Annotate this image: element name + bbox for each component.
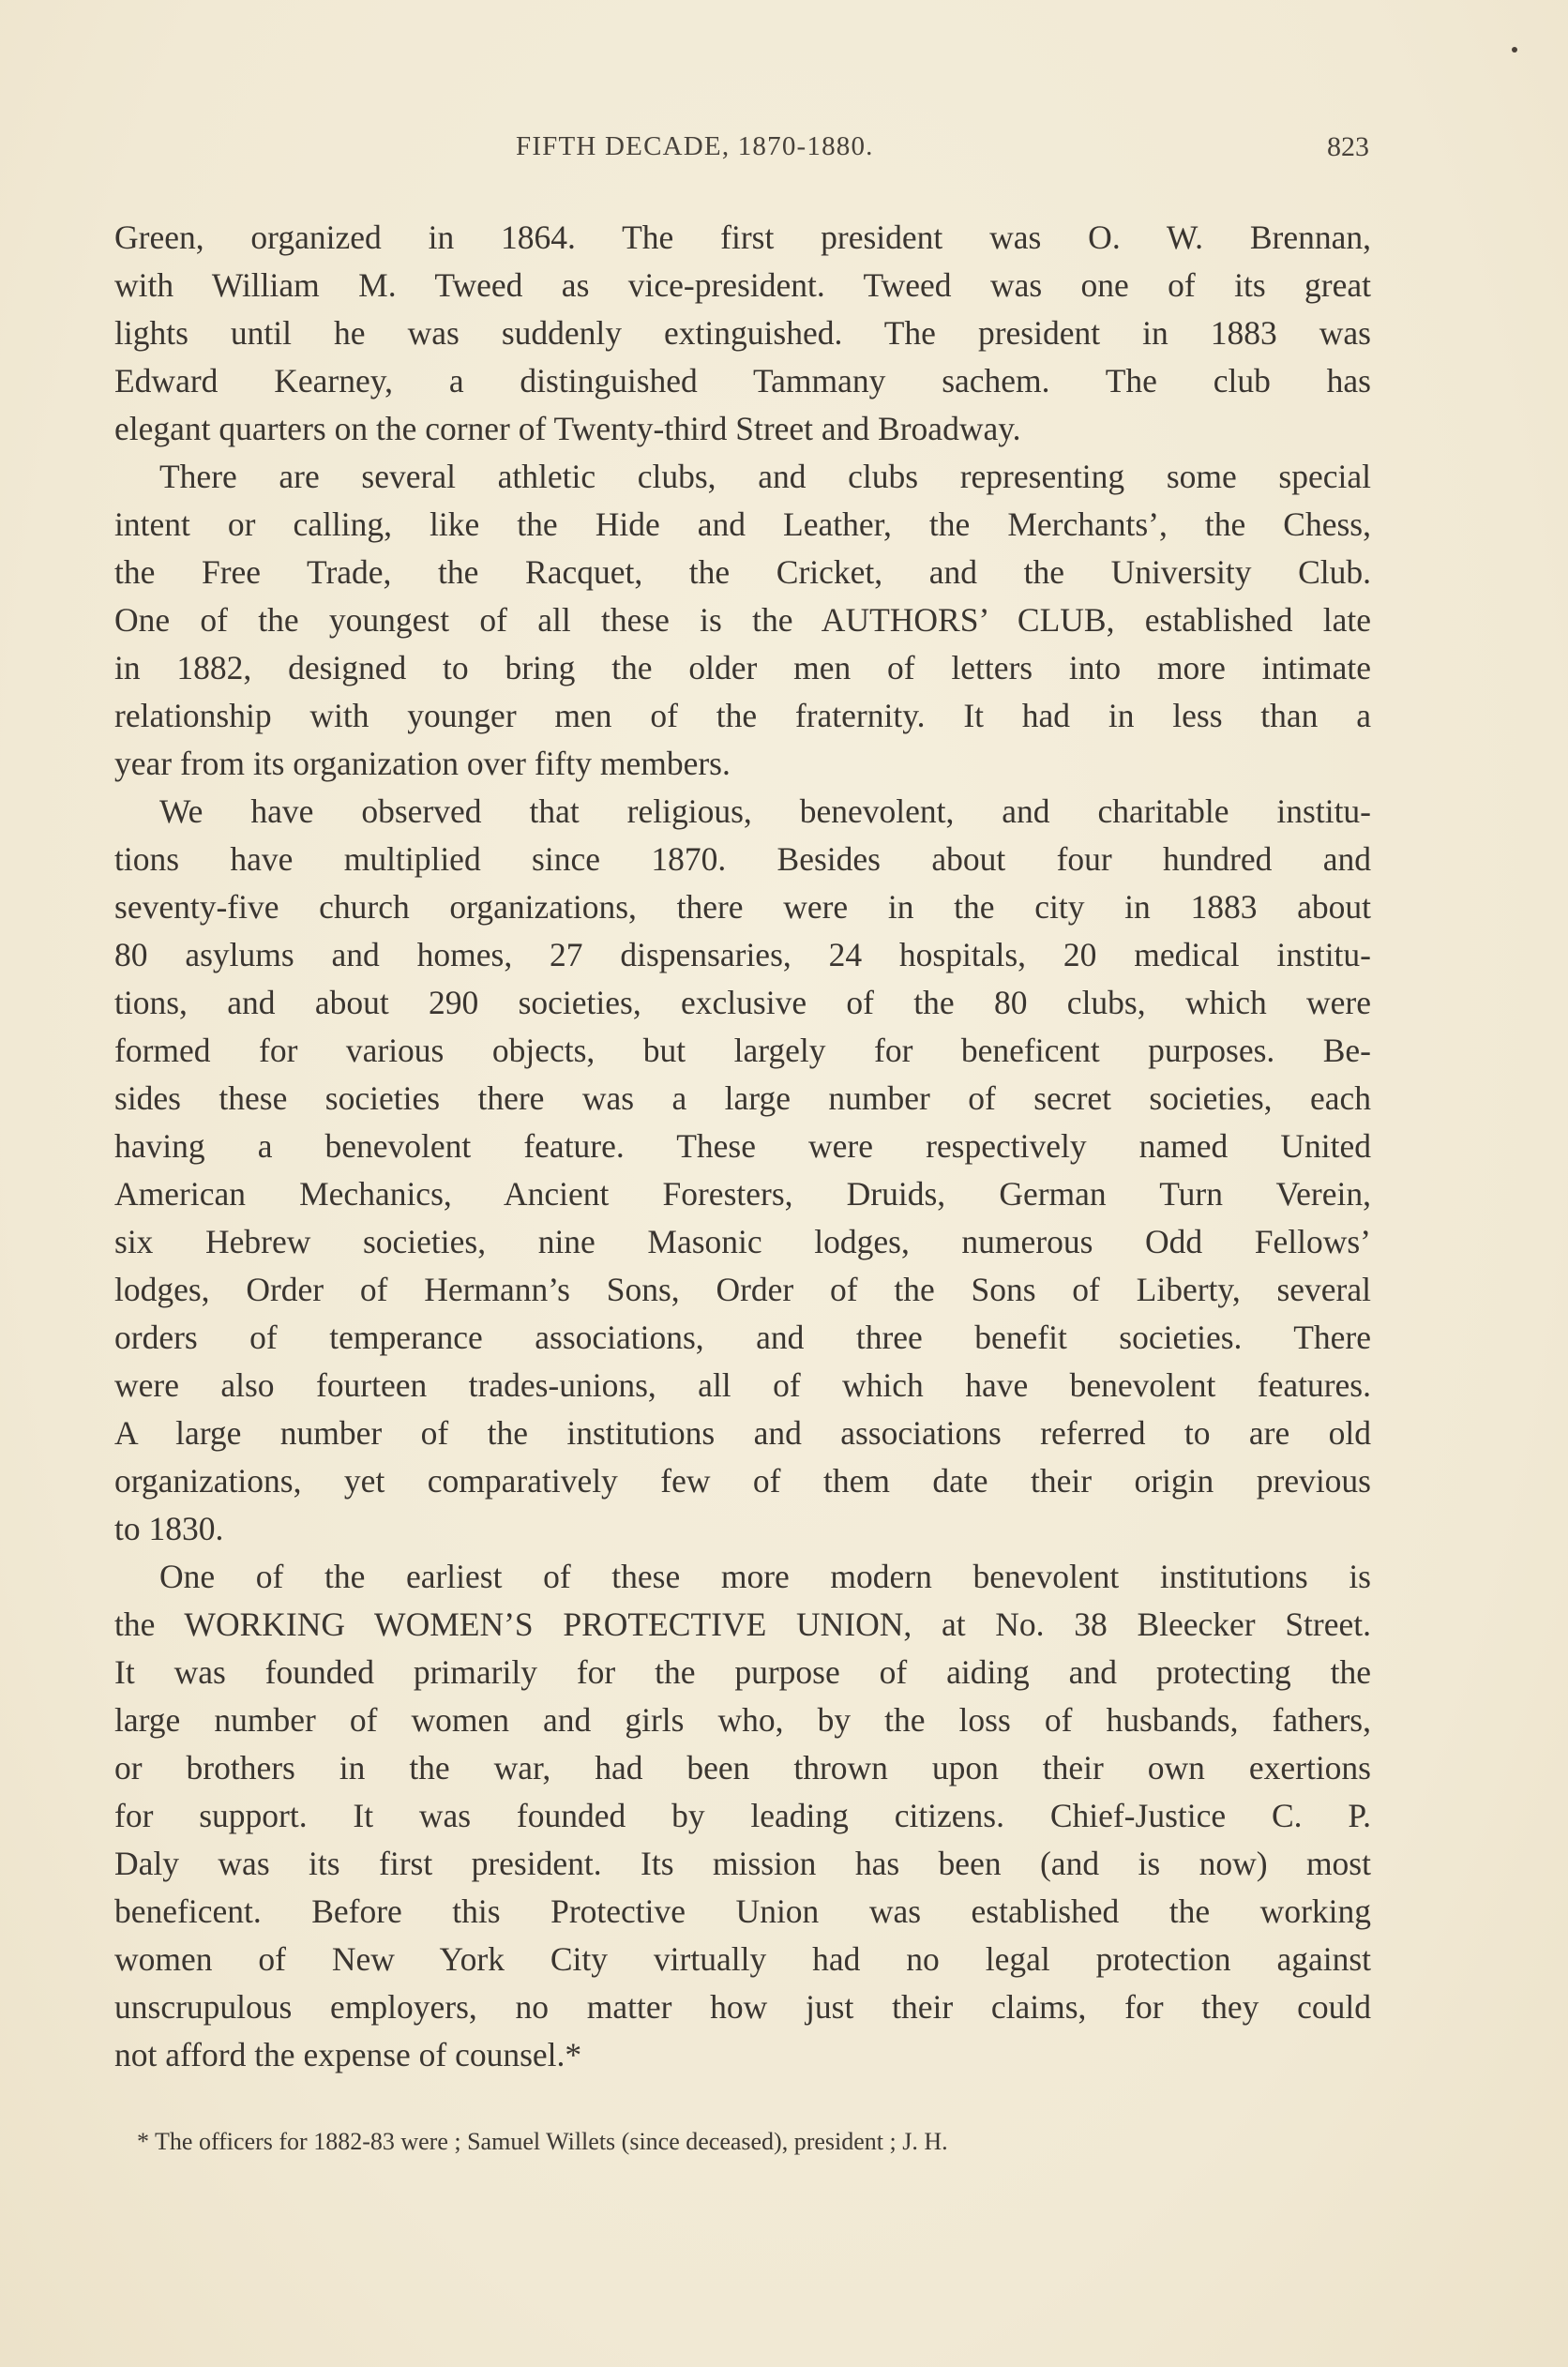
text-line: American Mechanics, Ancient Foresters, Druids, German Turn Verein, (114, 1175, 1371, 1213)
text-line: beneficent. Before this Protective Union was established the working (114, 1892, 1371, 1930)
text-line: large number of women and girls who, by the loss of husbands, fathers, (114, 1701, 1371, 1739)
text-line: women of New York City virtually had no legal protection against (114, 1940, 1371, 1978)
text-line: tions, and about 290 societies, exclusive of the 80 clubs, which were (114, 984, 1371, 1021)
text-line: or brothers in the war, had been thrown upon their own exertions (114, 1749, 1371, 1787)
text-line: unscrupulous employers, no matter how just their claims, for they could (114, 1988, 1371, 2026)
text-line: to 1830. (114, 1510, 224, 1547)
text-line: One of the earliest of these more modern benevolent institutions is (159, 1558, 1371, 1595)
ink-speck (1512, 47, 1517, 53)
text-line: not afford the expense of counsel.* (114, 2036, 582, 2073)
running-title: FIFTH DECADE, 1870-1880. (516, 131, 874, 161)
text-line: the Free Trade, the Racquet, the Cricket, and the University Club. (114, 553, 1371, 591)
text-line: Green, organized in 1864. The first president was O. W. Brennan, (114, 219, 1371, 256)
text-line: elegant quarters on the corner of Twenty-third Street and Broadway. (114, 410, 1021, 447)
text-line: were also fourteen trades-unions, all of which have benevolent features. (114, 1366, 1371, 1404)
text-line: having a benevolent feature. These were respectively named United (114, 1127, 1371, 1165)
text-line: with William M. Tweed as vice-president. Tweed was one of its great (114, 266, 1371, 304)
text-line: lodges, Order of Hermann’s Sons, Order of the Sons of Liberty, several (114, 1271, 1371, 1308)
text-line: sides these societies there was a large number of secret societies, each (114, 1079, 1371, 1117)
text-line: One of the youngest of all these is the AUTHORS’ CLUB, established late (114, 601, 1371, 639)
text-line: A large number of the institutions and associations referred to are old (114, 1414, 1371, 1452)
text-line: year from its organization over fifty members. (114, 745, 731, 782)
text-line: orders of temperance associations, and three benefit societies. There (114, 1319, 1371, 1356)
text-line: for support. It was founded by leading citizens. Chief-Justice C. P. (114, 1797, 1371, 1834)
text-line: the WORKING WOMEN’S PROTECTIVE UNION, at No. 38 Bleecker Street. (114, 1606, 1371, 1643)
text-line: tions have multiplied since 1870. Besides about four hundred and (114, 840, 1371, 878)
text-line: formed for various objects, but largely for beneficent purposes. Be- (114, 1032, 1371, 1069)
text-line: We have observed that religious, benevolent, and charitable institu- (159, 792, 1371, 830)
body-text (114, 214, 1371, 2079)
text-line: 80 asylums and homes, 27 dispensaries, 24 hospitals, 20 medical institu- (114, 936, 1371, 973)
text-line: seventy-five church organizations, there were in the city in 1883 about (114, 888, 1371, 926)
text-line: intent or calling, like the Hide and Leather, the Merchants’, the Chess, (114, 505, 1371, 543)
running-head (0, 131, 1568, 173)
text-line: It was founded primarily for the purpose of aiding and protecting the (114, 1653, 1371, 1691)
text-line: There are several athletic clubs, and clubs representing some special (159, 458, 1371, 495)
page-number: 823 (1327, 131, 1369, 162)
text-line: organizations, yet comparatively few of them date their origin previous (114, 1462, 1371, 1500)
text-line: in 1882, designed to bring the older men of letters into more intimate (114, 649, 1371, 686)
text-line: six Hebrew societies, nine Masonic lodges, numerous Odd Fellows’ (114, 1223, 1371, 1260)
text-line: Edward Kearney, a distinguished Tammany sachem. The club has (114, 362, 1371, 400)
text-line: lights until he was suddenly extinguished. The president in 1883 was (114, 314, 1371, 352)
footnote: * The officers for 1882-83 were ; Samuel Willets (since deceased), president ; J. H. (137, 2128, 948, 2155)
text-line: Daly was its first president. Its mission has been (and is now) most (114, 1845, 1371, 1882)
text-line: relationship with younger men of the fraternity. It had in less than a (114, 697, 1371, 734)
